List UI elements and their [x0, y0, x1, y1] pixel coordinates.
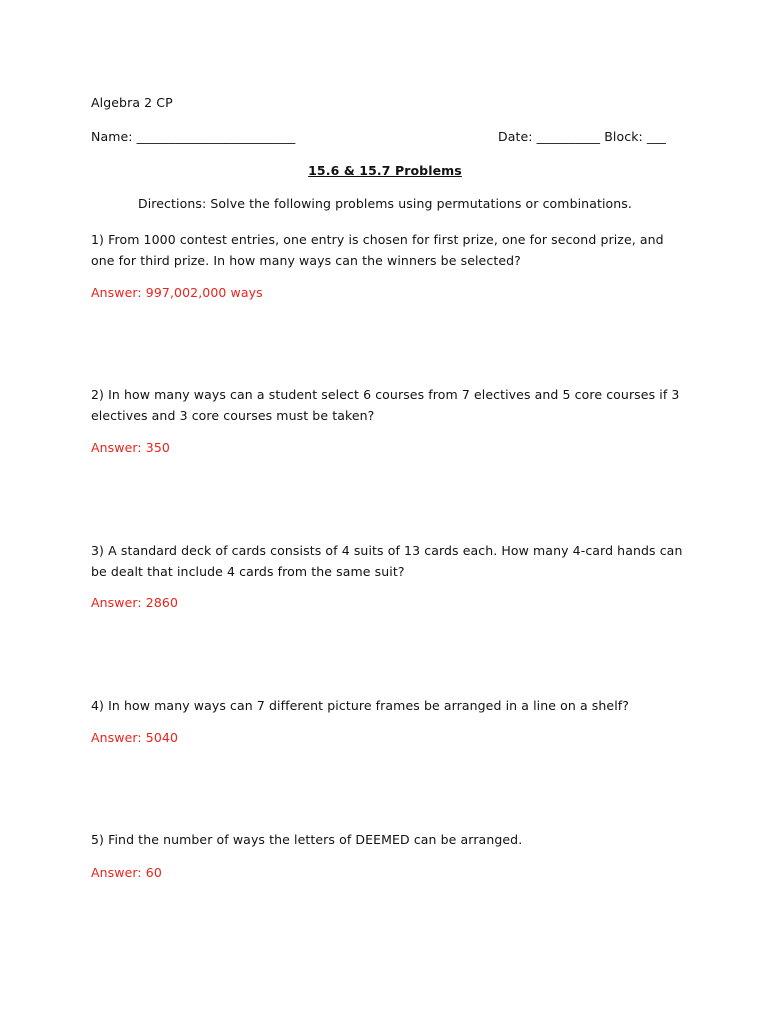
- problem-3-answer: Answer: 2860: [91, 595, 179, 610]
- problem-5-question: 5) Find the number of ways the letters of DEEMED can be arranged.: [91, 832, 523, 847]
- problem-4-question: 4) In how many ways can 7 different picture frames be arranged in a line on a shelf?: [91, 698, 630, 713]
- name-field-line: Name: _________________________: [91, 129, 296, 144]
- problem-3-question: 3) A standard deck of cards consists of 4 suits of 13 cards each. How many 4-card hands can be dealt that include 4 cards from the same suit?: [91, 543, 683, 579]
- problem-2-question: 2) In how many ways can a student select 6 courses from 7 electives and 5 core courses if 3 electives and 3 core courses must be taken?: [91, 387, 680, 423]
- directions-text: Directions: Solve the following problems using permutations or combinations.: [138, 196, 632, 211]
- problem-5-answer: Answer: 60: [91, 865, 162, 880]
- worksheet-title: 15.6 & 15.7 Problems: [308, 163, 462, 178]
- course-title: Algebra 2 CP: [91, 95, 173, 110]
- problem-1-question: 1) From 1000 contest entries, one entry is chosen for first prize, one for second prize, and one for third prize. In how many ways can the winners be selected?: [91, 232, 664, 268]
- problem-2-answer: Answer: 350: [91, 440, 170, 455]
- problem-4-answer: Answer: 5040: [91, 730, 179, 745]
- problem-1-answer: Answer: 997,002,000 ways: [91, 285, 263, 300]
- date-block-field-line: Date: __________ Block: ___: [498, 129, 666, 144]
